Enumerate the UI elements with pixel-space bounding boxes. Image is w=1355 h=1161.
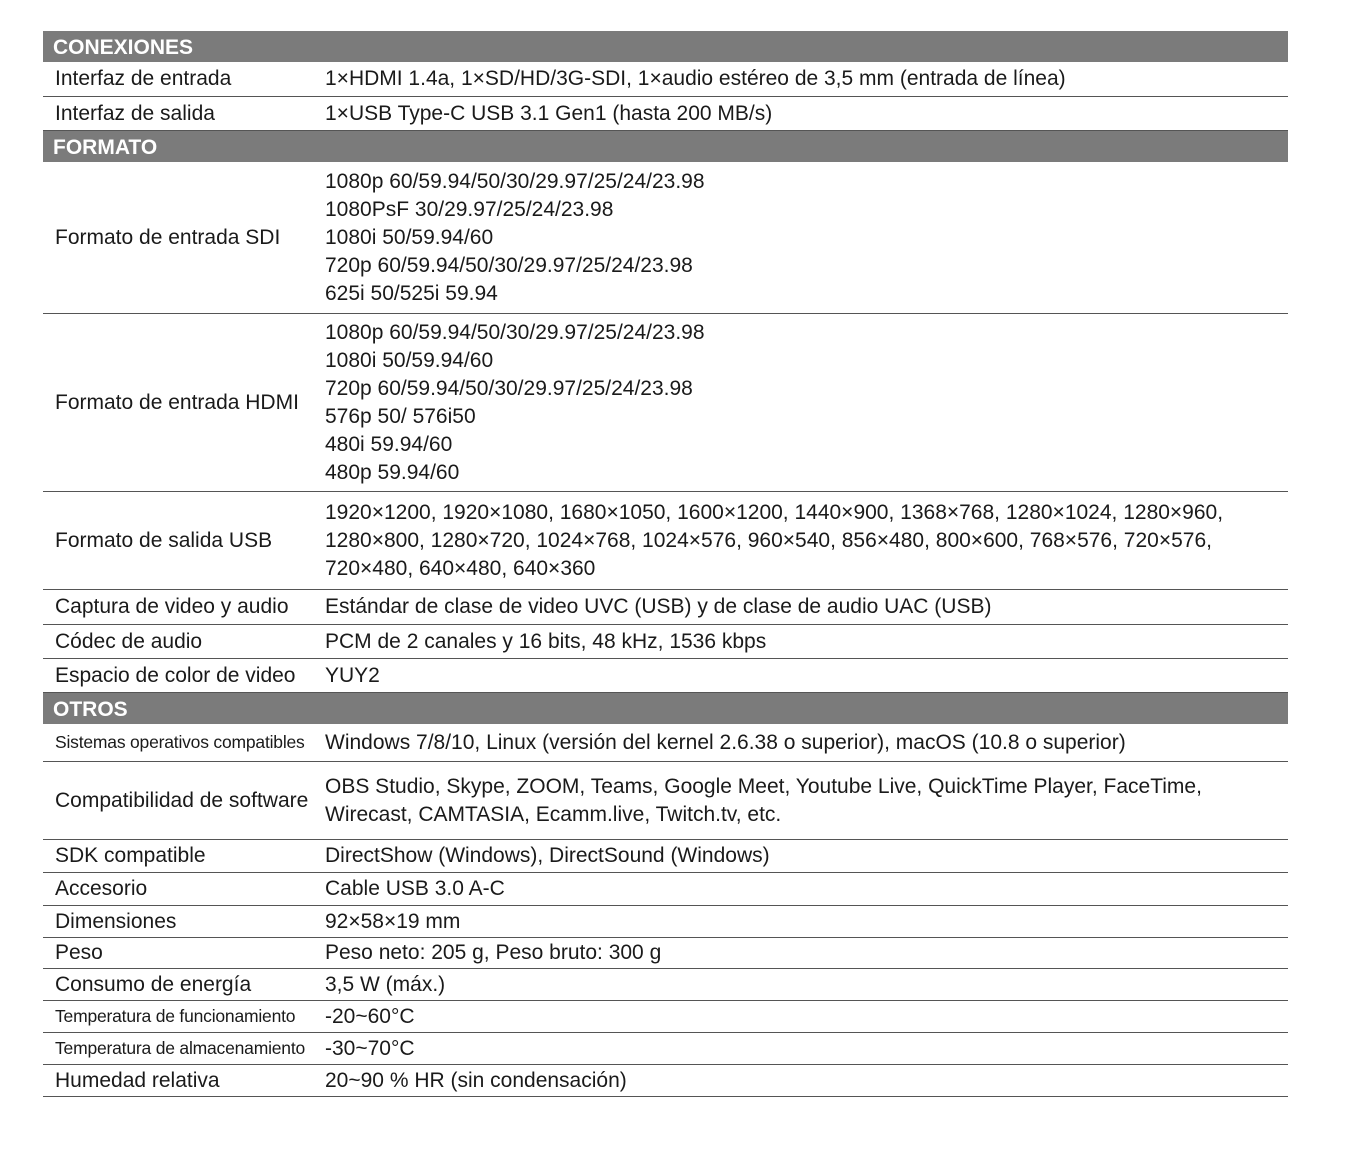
spec-label: Formato de entrada SDI bbox=[55, 225, 281, 249]
spec-row bbox=[43, 314, 1288, 492]
spec-value-line: 1×USB Type-C USB 3.1 Gen1 (hasta 200 MB/s) bbox=[325, 101, 773, 125]
spec-value-line: YUY2 bbox=[325, 663, 380, 687]
spec-value-line: Peso neto: 205 g, Peso bruto: 300 g bbox=[325, 941, 662, 964]
spec-value-line: 1×HDMI 1.4a, 1×SD/HD/3G-SDI, 1×audio estéreo de 3,5 mm (entrada de línea) bbox=[325, 67, 1066, 90]
spec-value-line: 3,5 W (máx.) bbox=[325, 972, 446, 996]
spec-value-line: 720×480, 640×480, 640×360 bbox=[325, 556, 596, 580]
spec-value bbox=[325, 1035, 1288, 1063]
spec-row bbox=[43, 969, 1288, 1001]
spec-label: Compatibilidad de software bbox=[55, 788, 309, 812]
spec-value-line: OBS Studio, Skype, ZOOM, Teams, Google Meet, Youtube Live, QuickTime Player, FaceTime, bbox=[325, 774, 1202, 798]
spec-value-line: -30~70°C bbox=[325, 1036, 415, 1060]
spec-value bbox=[325, 499, 1288, 583]
spec-value-line: 625i 50/525i 59.94 bbox=[325, 281, 498, 305]
spec-label: Espacio de color de video bbox=[55, 663, 296, 687]
spec-label: Formato de salida USB bbox=[55, 528, 273, 552]
spec-row bbox=[43, 724, 1288, 762]
spec-value-line: 720p 60/59.94/50/30/29.97/25/24/23.98 bbox=[325, 376, 693, 400]
spec-label: Interfaz de entrada bbox=[55, 67, 232, 90]
spec-value-line: PCM de 2 canales y 16 bits, 48 kHz, 1536 kbps bbox=[325, 629, 767, 653]
section-header: OTROS bbox=[43, 693, 1288, 724]
spec-label: Accesorio bbox=[55, 877, 148, 900]
spec-value bbox=[325, 593, 1288, 621]
spec-value-line: -20~60°C bbox=[325, 1004, 415, 1028]
spec-value bbox=[325, 65, 1288, 93]
spec-value-line: 1080p 60/59.94/50/30/29.97/25/24/23.98 bbox=[325, 320, 705, 344]
spec-label: Consumo de energía bbox=[55, 972, 252, 996]
spec-row bbox=[43, 840, 1288, 873]
spec-row bbox=[43, 625, 1288, 659]
spec-value-line: 1280×800, 1280×720, 1024×768, 1024×576, 960×540, 856×480, 800×600, 768×576, 720×576, bbox=[325, 528, 1212, 552]
spec-table bbox=[43, 31, 1288, 1097]
spec-value-line: 576p 50/ 576i50 bbox=[325, 404, 476, 428]
spec-label: Sistemas operativos compatibles bbox=[55, 732, 305, 752]
spec-value bbox=[325, 100, 1288, 128]
spec-row bbox=[43, 492, 1288, 590]
spec-value bbox=[325, 875, 1288, 903]
spec-value-line: 1080i 50/59.94/60 bbox=[325, 348, 494, 372]
spec-value bbox=[325, 1067, 1288, 1095]
spec-value-line: Windows 7/8/10, Linux (versión del kernel 2.6.38 o superior), macOS (10.8 o superior) bbox=[325, 730, 1126, 754]
spec-value-line: 1920×1200, 1920×1080, 1680×1050, 1600×1200, 1440×900, 1368×768, 1280×1024, 1280×960, bbox=[325, 500, 1224, 524]
spec-label: Captura de video y audio bbox=[55, 595, 289, 618]
section-header: CONEXIONES bbox=[43, 31, 1288, 62]
spec-label: Temperatura de funcionamiento bbox=[55, 1006, 296, 1026]
spec-row bbox=[43, 762, 1288, 840]
spec-value-line: DirectShow (Windows), DirectSound (Windows) bbox=[325, 844, 770, 867]
section-header: FORMATO bbox=[43, 131, 1288, 162]
spec-value-line: 1080p 60/59.94/50/30/29.97/25/24/23.98 bbox=[325, 169, 705, 193]
spec-value-line: 1080PsF 30/29.97/25/24/23.98 bbox=[325, 197, 614, 221]
spec-row bbox=[43, 162, 1288, 314]
spec-value bbox=[325, 939, 1288, 967]
spec-value bbox=[325, 628, 1288, 656]
spec-row bbox=[43, 1033, 1288, 1065]
spec-value bbox=[325, 773, 1288, 829]
spec-value bbox=[325, 971, 1288, 999]
spec-value-line: Estándar de clase de video UVC (USB) y de clase de audio UAC (USB) bbox=[325, 595, 992, 618]
spec-value-line: Cable USB 3.0 A-C bbox=[325, 877, 505, 900]
spec-row bbox=[43, 1065, 1288, 1097]
spec-label: SDK compatible bbox=[55, 844, 206, 867]
spec-value bbox=[325, 319, 1288, 487]
spec-row bbox=[43, 938, 1288, 969]
spec-row bbox=[43, 97, 1288, 131]
spec-label: Dimensiones bbox=[55, 909, 177, 933]
spec-label: Formato de entrada HDMI bbox=[55, 390, 299, 414]
spec-value bbox=[325, 729, 1288, 757]
spec-row bbox=[43, 659, 1288, 693]
spec-label: Temperatura de almacenamiento bbox=[55, 1038, 306, 1058]
spec-label: Humedad relativa bbox=[55, 1068, 220, 1092]
spec-label: Peso bbox=[55, 941, 103, 964]
spec-row bbox=[43, 906, 1288, 938]
spec-value-line: 480i 59.94/60 bbox=[325, 432, 453, 456]
spec-value-line: Wirecast, CAMTASIA, Ecamm.live, Twitch.tv, etc. bbox=[325, 802, 782, 826]
spec-value-line: 20~90 % HR (sin condensación) bbox=[325, 1068, 627, 1092]
spec-row bbox=[43, 590, 1288, 625]
spec-value-line: 720p 60/59.94/50/30/29.97/25/24/23.98 bbox=[325, 253, 693, 277]
spec-row bbox=[43, 62, 1288, 97]
spec-value bbox=[325, 842, 1288, 870]
spec-value-line: 92×58×19 mm bbox=[325, 909, 461, 933]
spec-value-line: 1080i 50/59.94/60 bbox=[325, 225, 494, 249]
spec-label: Interfaz de salida bbox=[55, 101, 215, 125]
spec-value-line: 480p 59.94/60 bbox=[325, 460, 460, 484]
spec-value bbox=[325, 662, 1288, 690]
spec-value bbox=[325, 1003, 1288, 1031]
spec-row bbox=[43, 873, 1288, 906]
spec-value bbox=[325, 908, 1288, 936]
spec-row bbox=[43, 1001, 1288, 1033]
spec-value bbox=[325, 168, 1288, 308]
spec-label: Códec de audio bbox=[55, 629, 203, 653]
